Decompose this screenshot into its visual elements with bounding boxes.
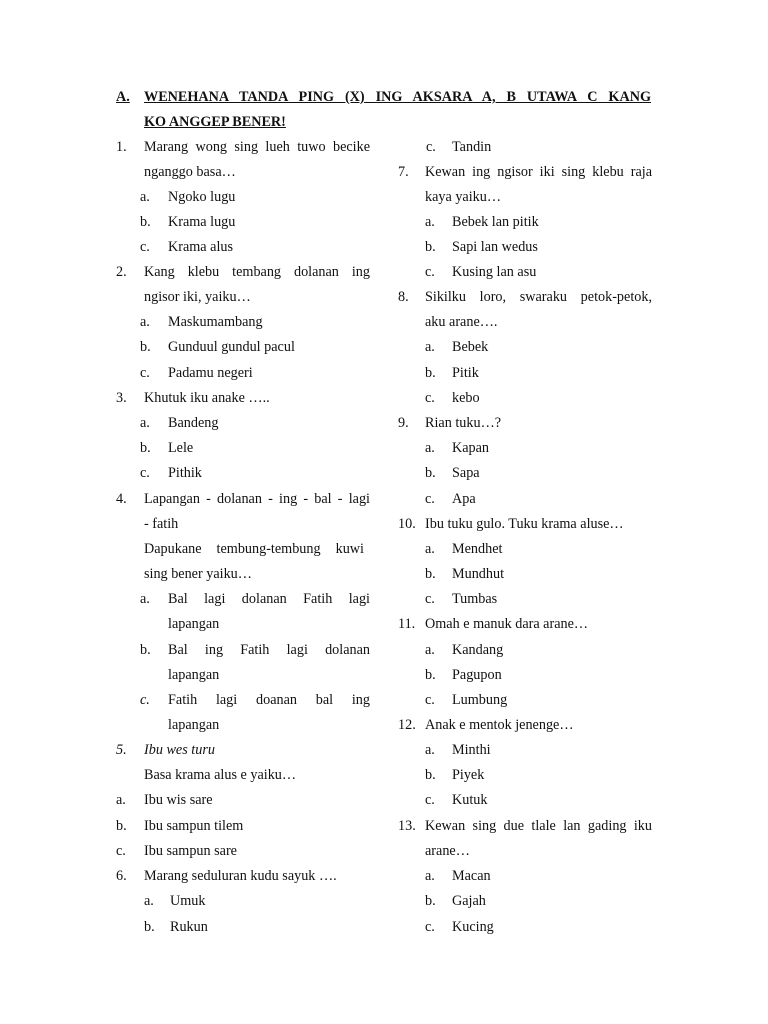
option-label: b. [425, 893, 436, 909]
option-label: a. [425, 642, 435, 658]
question-4-option-c-2: lapangan [168, 717, 220, 733]
question-10-option-c: Tumbas [452, 591, 498, 607]
question-4-text-4: sing bener yaiku… [144, 566, 252, 582]
option-label: c. [140, 465, 150, 481]
question-10-text: Ibu tuku gulo. Tuku krama aluse… [425, 516, 624, 532]
question-4-text: Lapangan - dolanan - ing - bal - lagi [144, 491, 370, 507]
question-4-option-c: Fatih lagi doanan bal ing [168, 692, 370, 708]
question-11-option-b: Pagupon [452, 667, 502, 683]
question-7-option-c: Kusing lan asu [452, 264, 537, 280]
section-label: A. [116, 89, 130, 105]
option-label: c. [425, 264, 435, 280]
section-heading-line-1: WENEHANA TANDA PING (X) ING AKSARA A, B UTAWA C KANG [144, 89, 651, 105]
question-2-option-b: Gunduul gundul pacul [168, 339, 295, 355]
question-3-option-c: Pithik [168, 465, 202, 481]
question-12-option-b: Piyek [452, 767, 485, 783]
question-3-option-b: Lele [168, 440, 194, 456]
option-label: a. [116, 792, 126, 808]
option-label: b. [425, 365, 436, 381]
question-10-option-a: Mendhet [452, 541, 503, 557]
option-label: c. [425, 792, 435, 808]
question-12-number: 12. [398, 717, 416, 733]
option-label: b. [425, 239, 436, 255]
question-4-option-b: Bal ing Fatih lagi dolanan [168, 642, 370, 658]
question-13-text-2: arane… [425, 843, 470, 859]
question-11-option-c: Lumbung [452, 692, 508, 708]
option-label: c. [425, 591, 435, 607]
option-label: c. [425, 390, 435, 406]
question-7-number: 7. [398, 164, 409, 180]
question-7-option-b: Sapi lan wedus [452, 239, 538, 255]
question-7-text-2: kaya yaiku… [425, 189, 502, 205]
option-label: c. [425, 692, 435, 708]
question-8-number: 8. [398, 289, 409, 305]
option-label: b. [425, 667, 436, 683]
question-10-option-b: Mundhut [452, 566, 505, 582]
option-label: a. [140, 189, 150, 205]
section-heading-line-2: KO ANGGEP BENER! [144, 114, 286, 130]
question-8-text-2: aku arane…. [425, 314, 498, 330]
option-label: c. [140, 692, 150, 708]
option-label: a. [140, 415, 150, 431]
question-4-option-b-2: lapangan [168, 667, 220, 683]
option-label: b. [425, 767, 436, 783]
question-13-option-c: Kucing [452, 919, 494, 935]
question-12-option-a: Minthi [452, 742, 491, 758]
option-label: b. [144, 919, 155, 935]
option-label: c. [116, 843, 126, 859]
option-label: a. [140, 314, 150, 330]
question-6-text: Marang seduluran kudu sayuk …. [144, 868, 337, 884]
question-4-text-2: - fatih [144, 516, 179, 532]
question-8-option-a: Bebek [452, 339, 489, 355]
question-4-number: 4. [116, 491, 127, 507]
question-11-option-a: Kandang [452, 642, 504, 658]
option-label: b. [425, 566, 436, 582]
option-label: a. [140, 591, 150, 607]
option-label: a. [144, 893, 154, 909]
question-8-option-b: Pitik [452, 365, 479, 381]
question-1-option-a: Ngoko lugu [168, 189, 236, 205]
option-label: b. [140, 214, 151, 230]
question-13-option-a: Macan [452, 868, 491, 884]
question-1-text-2: nganggo basa… [144, 164, 236, 180]
question-4-option-a-2: lapangan [168, 616, 220, 632]
question-9-text: Rian tuku…? [425, 415, 502, 431]
question-3-text: Khutuk iku anake ….. [144, 390, 270, 406]
question-7-text: Kewan ing ngisor iki sing klebu raja [425, 164, 652, 180]
option-label: c. [140, 365, 150, 381]
option-label: a. [425, 214, 435, 230]
question-12-option-c: Kutuk [452, 792, 488, 808]
question-11-text: Omah e manuk dara arane… [425, 616, 589, 632]
question-13-number: 13. [398, 818, 416, 834]
question-2-number: 2. [116, 264, 127, 280]
question-9-number: 9. [398, 415, 409, 431]
question-6-number: 6. [116, 868, 127, 884]
option-label: c. [426, 139, 436, 155]
option-label: a. [425, 440, 435, 456]
question-12-text: Anak e mentok jenenge… [425, 717, 574, 733]
option-label: a. [425, 868, 435, 884]
question-5-option-b: Ibu sampun tilem [144, 818, 244, 834]
question-11-number: 11. [398, 616, 416, 632]
option-label: b. [116, 818, 127, 834]
question-2-text: Kang klebu tembang dolanan ing [144, 264, 370, 280]
question-2-option-c: Padamu negeri [168, 365, 253, 381]
question-10-number: 10. [398, 516, 416, 532]
question-8-text: Sikilku loro, swaraku petok-petok, [425, 289, 652, 305]
question-4-text-3: Dapukane tembung-tembung kuwi [144, 541, 364, 557]
question-6-option-b: Rukun [170, 919, 208, 935]
option-label: b. [425, 465, 436, 481]
option-label: a. [425, 541, 435, 557]
option-label: c. [425, 919, 435, 935]
option-label: b. [140, 339, 151, 355]
question-6-option-c: Tandin [452, 139, 492, 155]
question-2-option-a: Maskumambang [168, 314, 263, 330]
question-9-option-c: Apa [452, 491, 476, 507]
question-3-number: 3. [116, 390, 127, 406]
question-5-number: 5. [116, 742, 127, 758]
question-5-text: Ibu wes turu [144, 742, 215, 758]
question-5-option-a: Ibu wis sare [144, 792, 213, 808]
question-3-option-a: Bandeng [168, 415, 219, 431]
option-label: b. [140, 440, 151, 456]
question-9-option-a: Kapan [452, 440, 490, 456]
question-9-option-b: Sapa [452, 465, 480, 481]
question-6-option-a: Umuk [170, 893, 206, 909]
question-1-option-c: Krama alus [168, 239, 234, 255]
question-1-text: Marang wong sing lueh tuwo becike [144, 139, 370, 155]
question-1-number: 1. [116, 139, 127, 155]
option-label: c. [425, 491, 435, 507]
question-1-option-b: Krama lugu [168, 214, 236, 230]
option-label: c. [140, 239, 150, 255]
question-4-option-a: Bal lagi dolanan Fatih lagi [168, 591, 370, 607]
option-label: a. [425, 742, 435, 758]
question-8-option-c: kebo [452, 390, 480, 406]
question-2-text-2: ngisor iki, yaiku… [144, 289, 251, 305]
question-13-text: Kewan sing due tlale lan gading iku [425, 818, 652, 834]
question-13-option-b: Gajah [452, 893, 486, 909]
option-label: a. [425, 339, 435, 355]
option-label: b. [140, 642, 151, 658]
question-5-option-c: Ibu sampun sare [144, 843, 237, 859]
question-5-text-2: Basa krama alus e yaiku… [144, 767, 297, 783]
question-7-option-a: Bebek lan pitik [452, 214, 539, 230]
